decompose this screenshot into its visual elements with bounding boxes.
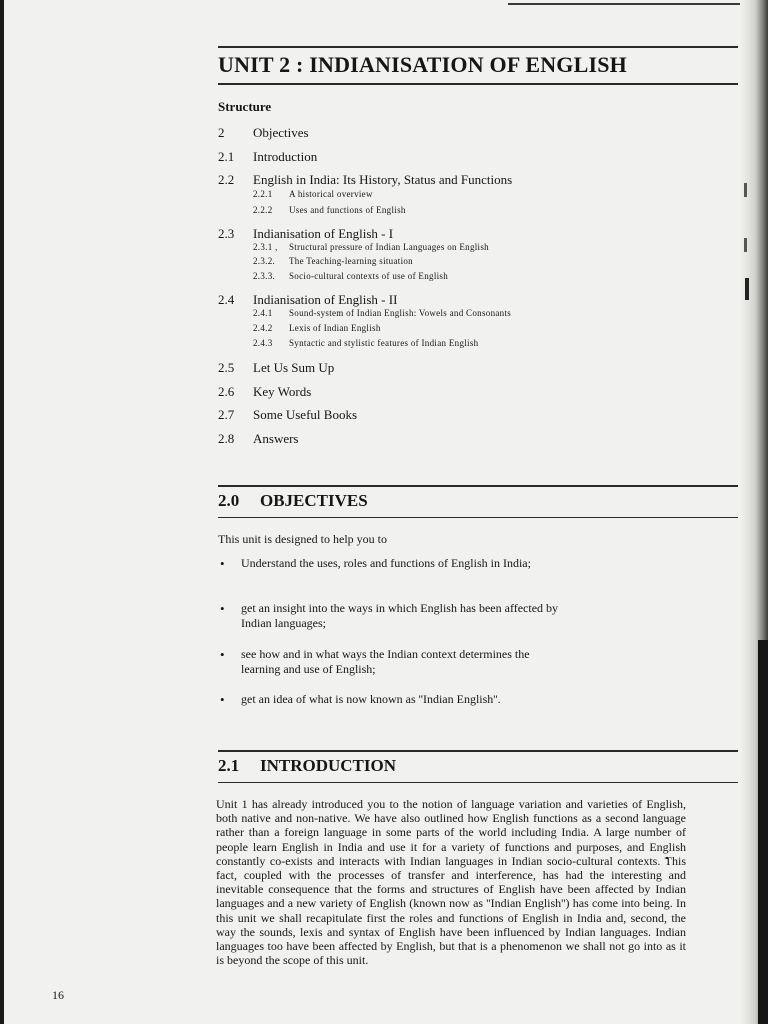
introduction-paragraph: Unit 1 has already introduced you to the notion of language variation and varieties of English, both native and non-native. We have also outlined how English functions as a second language rather than a foreign language in some parts of the world including India. A large number of people learn English in India and use it for a variety of functions and purposes, and English constantly co-exists and interacts with Indian languages in Indian socio-cultural contexts. This fact, coupled with the processes of transfer and interference, has had the interesting and inevitable consequence that the forms and structures of English have been affected by Indian languages and a new variety of English (known now as ''Indian English'') has come into being. In this unit we shall recapitulate first the roles and functions of English in India and, second, the way the sounds, lexis and syntax of English have been influenced by Indian languages. Indian languages too have been affected by English, but that is a phenomenon we shall not go into as it is beyond the scope of this unit. bbox=[216, 797, 686, 968]
scan-speck bbox=[745, 278, 749, 300]
scan-left-edge bbox=[0, 0, 4, 1024]
toc-number: 2.4 bbox=[218, 292, 235, 307]
toc-subnumber: 2.2.1 bbox=[253, 189, 273, 199]
scan-top-rule bbox=[508, 3, 768, 5]
toc-sublabel: Lexis of Indian English bbox=[289, 323, 381, 333]
bullet-text: get an insight into the ways in which English has been affected by Indian languages; bbox=[241, 601, 559, 630]
toc-number: 2.8 bbox=[218, 431, 235, 446]
bullet-text: see how and in what ways the Indian context determines the learning and use of English; bbox=[241, 647, 530, 676]
scan-right-edge bbox=[758, 640, 768, 1024]
toc-subnumber: 2.4.3 bbox=[253, 338, 273, 348]
toc-sublabel: Sound-system of Indian English: Vowels and Consonants bbox=[289, 308, 512, 318]
section-number: 2.0 bbox=[218, 491, 240, 510]
toc-label: Some Useful Books bbox=[253, 407, 357, 422]
toc-number: 2.2 bbox=[218, 172, 235, 187]
title-bottom-rule bbox=[218, 83, 738, 85]
section-title: OBJECTIVES bbox=[260, 491, 368, 510]
toc-number: 2.6 bbox=[218, 384, 235, 399]
scan-speck bbox=[744, 238, 747, 252]
introduction-bottom-rule bbox=[218, 782, 738, 783]
unit-title: UNIT 2 : INDIANISATION OF ENGLISH bbox=[218, 52, 627, 77]
toc-label: Introduction bbox=[253, 149, 318, 164]
page-number: 16 bbox=[52, 988, 64, 1002]
toc-sublabel: Socio-cultural contexts of use of English bbox=[289, 271, 449, 281]
toc-subnumber: 2.3.1 , bbox=[253, 242, 278, 252]
toc-label: Key Words bbox=[253, 384, 312, 399]
toc-label: Answers bbox=[253, 431, 299, 446]
section-title: INTRODUCTION bbox=[260, 756, 397, 775]
toc-label: Indianisation of English - I bbox=[253, 226, 394, 241]
scan-speck bbox=[744, 183, 747, 197]
toc-subnumber: 2.2.2 bbox=[253, 205, 273, 215]
toc-sublabel: Uses and functions of English bbox=[289, 205, 406, 215]
toc-number: 2.7 bbox=[218, 407, 235, 422]
toc-label: Objectives bbox=[253, 125, 309, 140]
toc-subnumber: 2.4.2 bbox=[253, 323, 273, 333]
toc-subnumber: 2.3.3. bbox=[253, 271, 276, 281]
objectives-intro: This unit is designed to help you to bbox=[218, 532, 387, 546]
section-number: 2.1 bbox=[218, 756, 240, 775]
toc-label: English in India: Its History, Status and Functions bbox=[253, 172, 513, 187]
bullet-icon: • bbox=[220, 647, 225, 662]
objectives-top-rule bbox=[218, 485, 738, 487]
toc-sublabel: A historical overview bbox=[289, 189, 373, 199]
introduction-top-rule bbox=[218, 750, 738, 752]
toc-label: Let Us Sum Up bbox=[253, 360, 335, 375]
toc-subnumber: 2.3.2. bbox=[253, 256, 276, 266]
title-top-rule bbox=[218, 46, 738, 48]
toc-number: 2 bbox=[218, 125, 225, 140]
bullet-icon: • bbox=[220, 601, 225, 616]
toc-number: 2.3 bbox=[218, 226, 235, 241]
bullet-icon: • bbox=[220, 692, 225, 707]
toc-sublabel: Structural pressure of Indian Languages on English bbox=[289, 242, 489, 252]
toc-sublabel: The Teaching-learning situation bbox=[289, 256, 413, 266]
bullet-text: get an idea of what is now known as ''Indian English''. bbox=[241, 692, 501, 706]
objectives-bottom-rule bbox=[218, 517, 738, 518]
toc-subnumber: 2.4.1 bbox=[253, 308, 273, 318]
toc-sublabel: Syntactic and stylistic features of Indian English bbox=[289, 338, 479, 348]
bullet-text: Understand the uses, roles and functions of English in India; bbox=[241, 556, 531, 570]
toc-number: 2.5 bbox=[218, 360, 235, 375]
toc-number: 2.1 bbox=[218, 149, 235, 164]
structure-heading: Structure bbox=[218, 99, 272, 114]
toc-label: Indianisation of English - II bbox=[253, 292, 398, 307]
bullet-icon: • bbox=[220, 556, 225, 571]
